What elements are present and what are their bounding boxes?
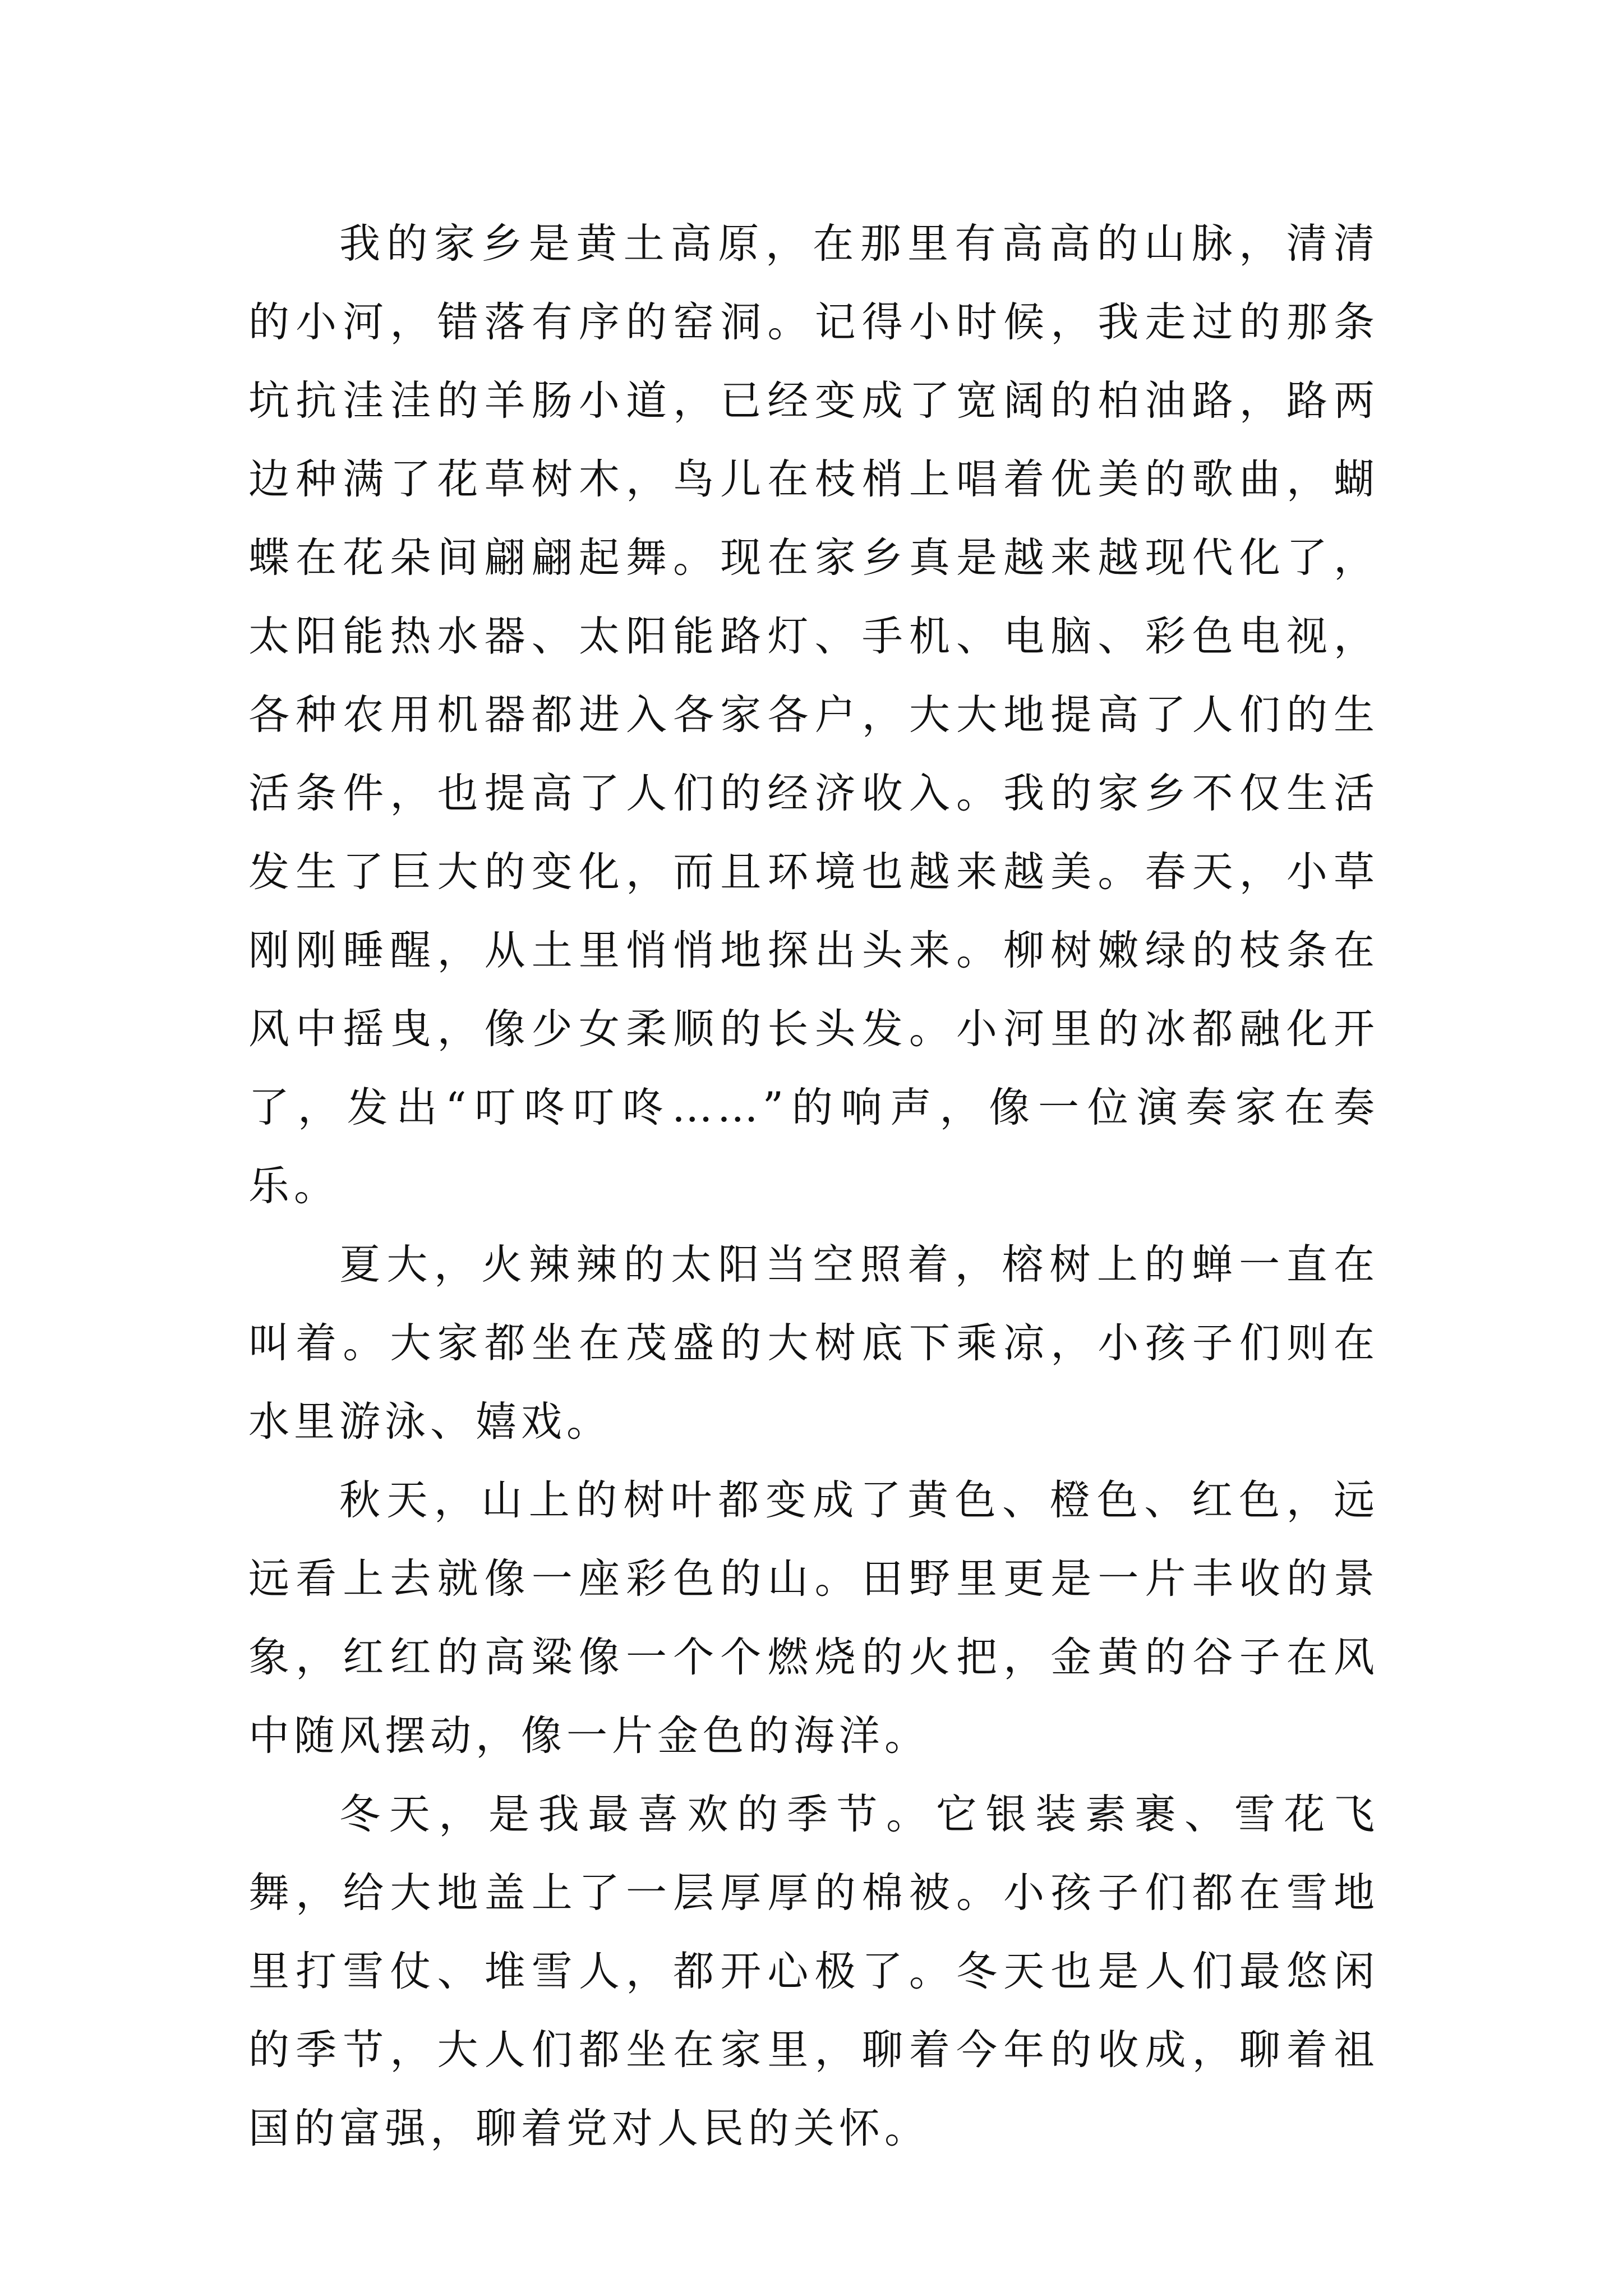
document-body [248, 205, 1379, 2168]
paragraph-winter: 冬天，是我最喜欢的季节。它银装素裹、雪花飞舞，给大地盖上了一层厚厚的棉被。小孩子们都在雪地里打雪仗、堆雪人，都开心极了。冬天也是人们最悠闲的季节，大人们都坐在家里，聊着今年的收成，聊着祖国的富强，聊着党对人民的关怀。 [248, 1791, 1379, 2152]
paragraph-autumn: 秋天，山上的树叶都变成了黄色、橙色、红色，远远看上去就像一座彩色的山。田野里更是一片丰收的景象，红红的高粱像一个个燃烧的火把，金黄的谷子在风中随风摆动，像一片金色的海洋。 [248, 1476, 1379, 1760]
paragraph-hometown-spring: 我的家乡是黄土高原，在那里有高高的山脉，清清的小河，错落有序的窑洞。记得小时候，我走过的那条坑抗洼洼的羊肠小道，已经变成了宽阔的柏油路，路两边种满了花草树木，鸟儿在枝梢上唱着优美的歌曲，蝴蝶在花朵间翩翩起舞。现在家乡真是越来越现代化了，太阳能热水器、太阳能路灯、手机、电脑、彩色电视，各种农用机器都进入各家各户，大大地提高了人们的生活条件，也提高了人们的经济收入。我的家乡不仅生活发生了巨大的变化，而且环境也越来越美。春天，小草刚刚睡醒，从土里悄悄地探出头来。柳树嫩绿的枝条在风中摇曳，像少女柔顺的长头发。小河里的冰都融化开了，发出“叮咚叮咚……”的响声，像一位演奏家在奏乐。 [248, 220, 1379, 1210]
paragraph-summer: 夏大，火辣辣的太阳当空照着，榕树上的蝉一直在叫着。大家都坐在茂盛的大树底下乘凉，小孩子们则在水里游泳、嬉戏。 [248, 1241, 1379, 1446]
